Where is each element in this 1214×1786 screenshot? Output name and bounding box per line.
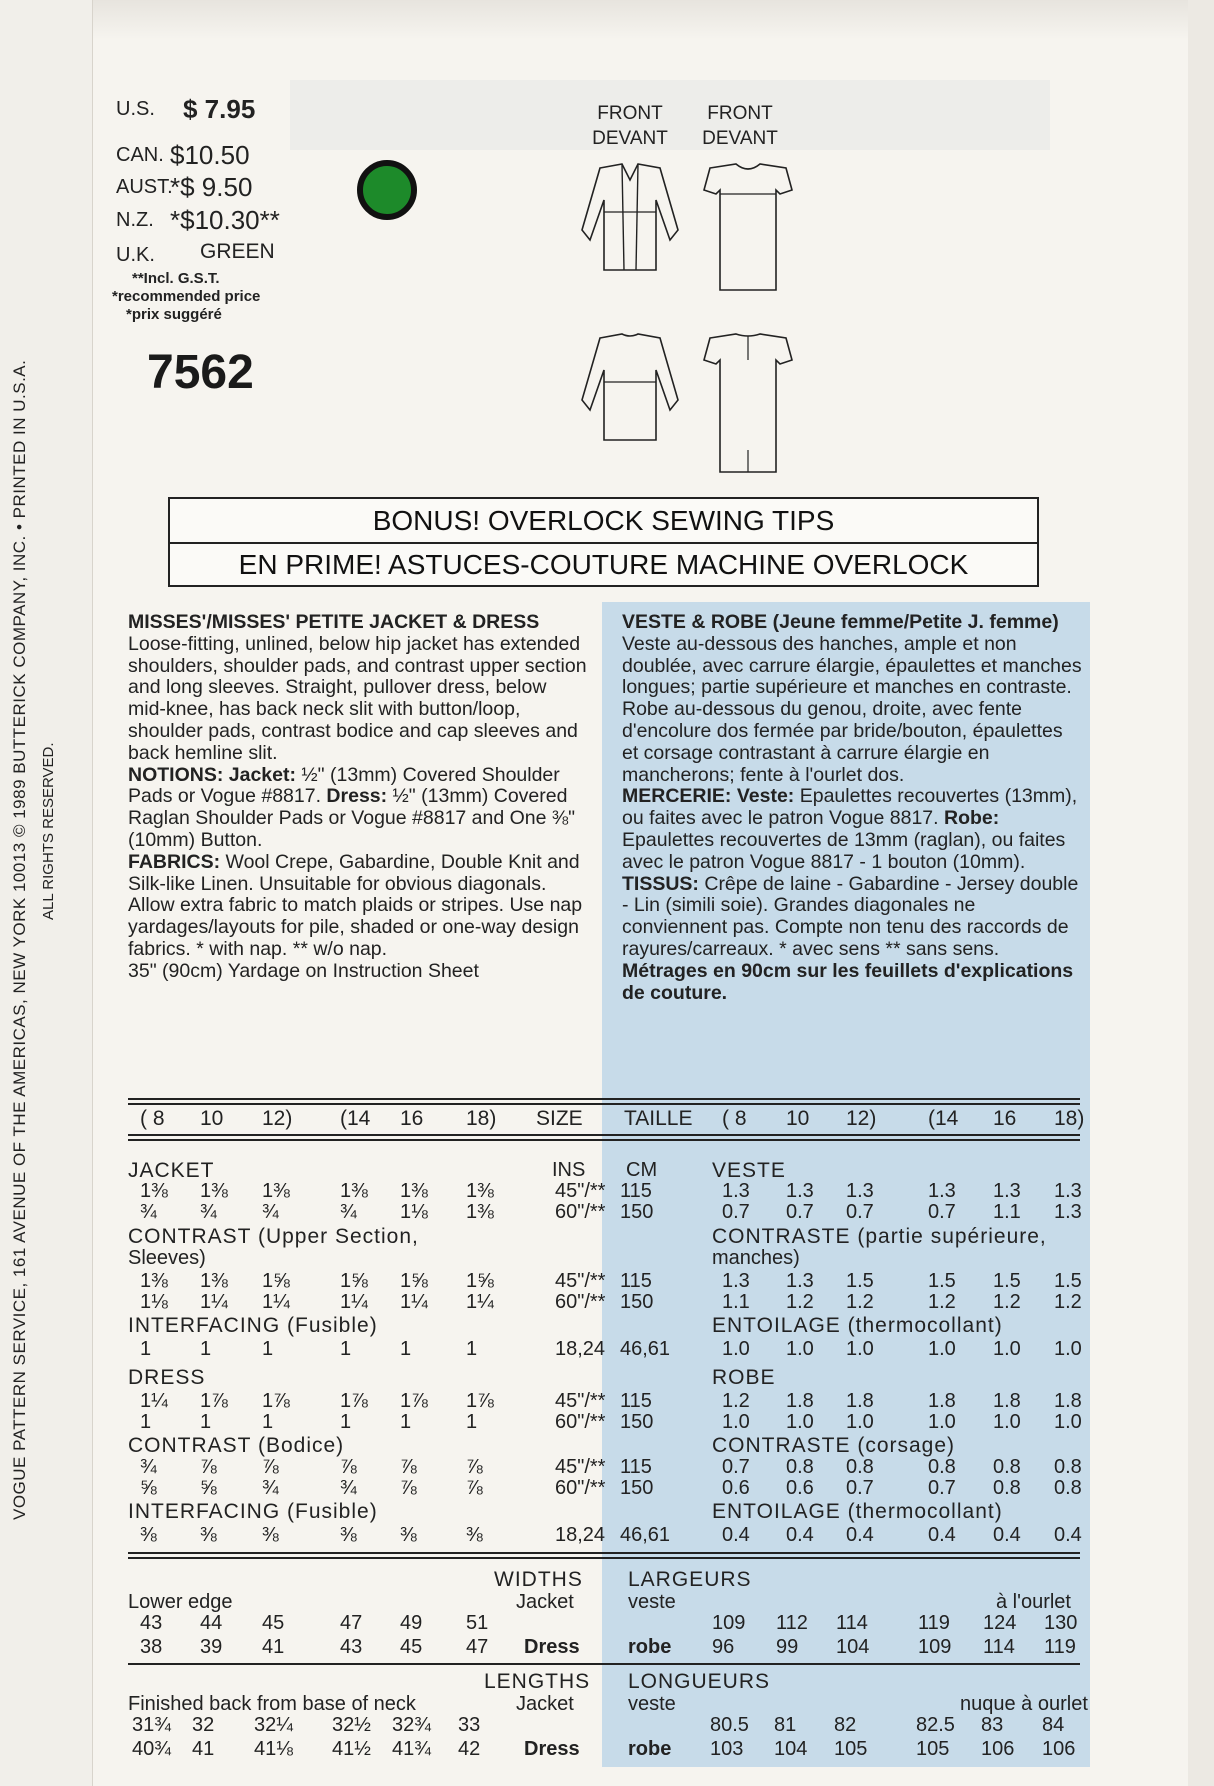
- yardage-metric: 1.2: [846, 1291, 874, 1313]
- yardage-note: 35" (90cm) Yardage on Instruction Sheet: [128, 959, 479, 982]
- price-label: CAN.: [116, 144, 164, 166]
- bonus-title-fr: EN PRIME! ASTUCES-COUTURE MACHINE OVERLOCK: [238, 549, 969, 580]
- yardage-us: 1: [466, 1411, 478, 1433]
- width-dress-cm: 109: [918, 1636, 952, 1658]
- price-label: N.Z.: [116, 209, 154, 231]
- yardage-us: ⅜: [262, 1524, 279, 1546]
- yardage-cm: 115: [620, 1390, 652, 1412]
- yardage-us: 1⅝: [262, 1270, 290, 1292]
- yardage-section-fr: ENTOILAGE (thermocollant): [712, 1314, 1003, 1337]
- yardage-metric: 1.3: [786, 1270, 814, 1292]
- yardage-section-fr: ROBE: [712, 1366, 776, 1389]
- yardage-cm: 150: [620, 1291, 654, 1313]
- yardage-us: ⅝: [140, 1477, 157, 1499]
- yardage-metric: 0.4: [993, 1524, 1021, 1546]
- yardage-us: 1⅜: [200, 1180, 228, 1202]
- yardage-section-en: INTERFACING (Fusible): [128, 1500, 378, 1523]
- length-dress-cm: 103: [710, 1738, 744, 1760]
- yardage-metric: 1.5: [928, 1270, 956, 1292]
- yardage-metric: 1.8: [786, 1390, 814, 1412]
- description-english: [128, 612, 588, 983]
- length-jacket-cm: 81: [774, 1714, 797, 1736]
- yardage-ins: 45"/**: [555, 1270, 606, 1292]
- yardage-cm: 150: [620, 1201, 654, 1223]
- length-dress-cm: 105: [834, 1738, 868, 1760]
- yardage-metric: 1.0: [1054, 1338, 1082, 1360]
- fabrics-text: Wool Crepe, Gabardine, Double Knit and Silk-like Linen. Unsuitable for obvious diagonals. Allow extra fabric to match plaids or stripes. Use nap yardages/layouts for pile, shaded or one-way design fabrics. * with nap. ** w/o nap.: [128, 850, 583, 960]
- description-body-en: Loose-fitting, unlined, below hip jacket has extended shoulders, shoulder pads, and contrast upper section and long sleeves. Straight, pullover dress, below mid-knee, has back neck slit with button/loop, shoulder pads, contrast bodice and cap sleeves and back hemline slit.: [128, 632, 587, 764]
- length-jacket-cm: 82.5: [916, 1714, 955, 1736]
- yardage-section-en: JACKET: [128, 1159, 215, 1182]
- length-jacket-cm: 80.5: [710, 1714, 749, 1736]
- green-dot-icon: [357, 160, 417, 220]
- widths-robe-label: robe: [628, 1636, 672, 1658]
- table-rule: [128, 1103, 1080, 1105]
- yardage-metric: 0.8: [846, 1456, 874, 1478]
- size-us: 10: [200, 1107, 224, 1130]
- yardage-metric: 0.8: [993, 1456, 1021, 1478]
- size-fr: 12): [846, 1107, 877, 1130]
- notions-dress-label: Dress:: [326, 785, 388, 808]
- yardage-us: 1: [400, 1411, 412, 1433]
- yardage-us: 1⅜: [262, 1180, 290, 1202]
- description-body-fr: Veste au-dessous des hanches, ample et non doublée, avec carrure élargie, épaulettes et manches longues; partie supérieure et manches en contraste. Robe au-dessous du genou, droite, avec fente d'encolure dos fermée par bride/bouton, épaulettes et corsage contrastant à carrure élargie en mancherons; fente à l'ourlet dos.: [622, 632, 1082, 786]
- length-jacket-us: 31¾: [132, 1714, 171, 1736]
- yardage-us: 1⅞: [262, 1390, 290, 1412]
- yardage-us: 1¼: [340, 1291, 368, 1313]
- lengths-dress-label: Dress: [524, 1738, 580, 1760]
- yardage-section-fr: ENTOILAGE (thermocollant): [712, 1500, 1003, 1523]
- width-jacket-cm: 109: [712, 1612, 746, 1634]
- envelope-flap: [0, 0, 1214, 40]
- yardage-metric: 1.0: [722, 1338, 750, 1360]
- spine-rights: ALL RIGHTS RESERVED.: [40, 742, 57, 920]
- yardage-ins-header: INS: [552, 1159, 586, 1181]
- length-jacket-us: 32½: [332, 1714, 371, 1736]
- yardage-us: 1: [200, 1411, 212, 1433]
- yardage-us: 1: [400, 1338, 412, 1360]
- yardage-us: 1: [340, 1338, 352, 1360]
- yardage-metric: 1.3: [928, 1180, 956, 1202]
- length-jacket-us: 32¾: [392, 1714, 431, 1736]
- lower-edge-label: Lower edge: [128, 1591, 233, 1613]
- bonus-banner: [168, 497, 1039, 587]
- width-dress-us: 43: [340, 1636, 363, 1658]
- yardage-section-fr-cont: manches): [712, 1247, 800, 1269]
- width-dress-cm: 96: [712, 1636, 735, 1658]
- yardage-metric: 0.8: [993, 1477, 1021, 1499]
- yardage-metric: 1.8: [846, 1390, 874, 1412]
- jacket-back-sketch: [570, 330, 690, 460]
- size-us: 18): [466, 1107, 497, 1130]
- yardage-us: 1⅜: [466, 1201, 494, 1223]
- yardage-metric: 0.7: [722, 1456, 750, 1478]
- yardage-us: 1: [262, 1411, 274, 1433]
- yardage-us: 1⅞: [200, 1390, 228, 1412]
- yardage-cm: 115: [620, 1180, 652, 1202]
- width-jacket-cm: 112: [776, 1612, 808, 1634]
- width-jacket-cm: 130: [1044, 1612, 1078, 1634]
- nuque-label: nuque à ourlet: [960, 1693, 1088, 1715]
- view-label-dress-front: FRONT DEVANT: [702, 103, 778, 149]
- yardage-metric: 1.0: [1054, 1411, 1082, 1433]
- yardage-metric: 1.0: [786, 1338, 814, 1360]
- metrages-note: Métrages en 90cm sur les feuillets d'explications de couture.: [622, 959, 1074, 1004]
- yardage-us: 1⅜: [200, 1270, 228, 1292]
- mercerie-veste-label: Veste:: [736, 785, 795, 808]
- yardage-metric: 1.3: [993, 1180, 1021, 1202]
- yardage-ins: 18,24: [555, 1338, 606, 1360]
- width-jacket-cm: 119: [918, 1612, 950, 1634]
- yardage-ins: 45"/**: [555, 1456, 606, 1478]
- yardage-cm: 115: [620, 1270, 652, 1292]
- view-label-jacket-front: FRONT DEVANT: [592, 103, 668, 149]
- yardage-metric: 1.3: [846, 1180, 874, 1202]
- price-note-suggere: *prix suggéré: [126, 306, 222, 323]
- yardage-us: 1⅜: [140, 1270, 168, 1292]
- taille-label: TAILLE: [624, 1107, 693, 1130]
- yardage-metric: 1.0: [786, 1411, 814, 1433]
- length-dress-us: 41⅛: [254, 1738, 293, 1760]
- yardage-us: 1¼: [262, 1291, 290, 1313]
- mercerie-robe-label: Robe:: [944, 807, 1000, 830]
- yardage-us: 1: [466, 1338, 478, 1360]
- width-jacket-cm: 124: [983, 1612, 1017, 1634]
- yardage-section-fr: CONTRASTE (partie supérieure,: [712, 1225, 1047, 1248]
- size-fr: (14: [928, 1107, 959, 1130]
- width-dress-us: 47: [466, 1636, 489, 1658]
- width-jacket-us: 51: [466, 1612, 489, 1634]
- table-rule: [128, 1139, 1080, 1141]
- longueurs-title: LONGUEURS: [628, 1670, 771, 1693]
- yardage-metric: 1.8: [928, 1390, 956, 1412]
- length-dress-us: 42: [458, 1738, 481, 1760]
- notions-label: NOTIONS:: [128, 763, 224, 786]
- yardage-us: ⅜: [140, 1524, 157, 1546]
- length-jacket-cm: 83: [981, 1714, 1004, 1736]
- lengths-veste-label: veste: [628, 1693, 676, 1715]
- yardage-metric: 0.8: [1054, 1477, 1082, 1499]
- yardage-ins: 60"/**: [555, 1477, 606, 1499]
- yardage-metric: 0.8: [928, 1456, 956, 1478]
- price-note-recommended: *recommended price: [112, 288, 261, 305]
- yardage-metric: 1.3: [722, 1180, 750, 1202]
- width-dress-us: 39: [200, 1636, 223, 1658]
- yardage-metric: 1.3: [1054, 1180, 1082, 1202]
- size-us: 12): [262, 1107, 293, 1130]
- yardage-us: 1⅜: [140, 1180, 168, 1202]
- style-number: 7562: [147, 346, 254, 399]
- yardage-metric: 0.4: [1054, 1524, 1082, 1546]
- yardage-cm: 150: [620, 1411, 654, 1433]
- yardage-us: 1: [140, 1338, 152, 1360]
- yardage-metric: 1.1: [993, 1201, 1021, 1223]
- yardage-metric: 1.2: [928, 1291, 956, 1313]
- yardage-us: 1⅝: [340, 1270, 368, 1292]
- yardage-metric: 1.0: [993, 1338, 1021, 1360]
- yardage-section-en: CONTRAST (Upper Section,: [128, 1225, 419, 1248]
- yardage-us: ⅞: [466, 1456, 483, 1478]
- yardage-us: 1: [340, 1411, 352, 1433]
- length-dress-cm: 106: [1042, 1738, 1076, 1760]
- table-rule: [128, 1098, 1080, 1100]
- price-value: *$ 9.50: [170, 172, 253, 202]
- size-us: 16: [400, 1107, 424, 1130]
- yardage-ins: 60"/**: [555, 1411, 606, 1433]
- yardage-metric: 1.0: [993, 1411, 1021, 1433]
- lengths-title: LENGTHS: [484, 1670, 591, 1693]
- yardage-us: ⅞: [466, 1477, 483, 1499]
- fabrics-label: FABRICS:: [128, 850, 221, 873]
- width-dress-cm: 99: [776, 1636, 799, 1658]
- yardage-metric: 0.7: [722, 1201, 750, 1223]
- yardage-us: 1⅞: [400, 1390, 428, 1412]
- yardage-metric: 1.5: [846, 1270, 874, 1292]
- yardage-us: 1⅜: [340, 1180, 368, 1202]
- yardage-us: 1⅝: [400, 1270, 428, 1292]
- yardage-us: 1⅛: [140, 1291, 168, 1313]
- yardage-metric: 1.8: [993, 1390, 1021, 1412]
- widths-dress-label: Dress: [524, 1636, 580, 1658]
- length-jacket-cm: 82: [834, 1714, 857, 1736]
- envelope-right-edge: [1188, 0, 1214, 1786]
- notions-jacket: ½" (13mm) Covered Shoulder Pads or Vogue #8817.: [128, 763, 560, 808]
- width-jacket-us: 49: [400, 1612, 423, 1634]
- length-jacket-us: 32: [192, 1714, 215, 1736]
- yardage-metric: 1.8: [1054, 1390, 1082, 1412]
- yardage-metric: 1.0: [846, 1338, 874, 1360]
- yardage-metric: 1.3: [786, 1180, 814, 1202]
- yardage-metric: 1.0: [928, 1411, 956, 1433]
- width-jacket-us: 43: [140, 1612, 163, 1634]
- yardage-ins: 18,24: [555, 1524, 606, 1546]
- yardage-section-fr: CONTRASTE (corsage): [712, 1434, 956, 1457]
- yardage-metric: 1.2: [786, 1291, 814, 1313]
- table-rule: [128, 1134, 1080, 1136]
- yardage-section-fr: VESTE: [712, 1159, 786, 1182]
- price-note-gst: **Incl. G.S.T.: [132, 270, 220, 287]
- width-dress-cm: 104: [836, 1636, 870, 1658]
- notions-jacket-label: Jacket:: [228, 763, 296, 786]
- finished-back-label: Finished back from base of neck: [128, 1693, 416, 1715]
- yardage-us: ¾: [140, 1456, 157, 1478]
- yardage-metric: 0.7: [846, 1201, 874, 1223]
- mercerie-robe: Epaulettes recouvertes de 13mm (raglan), ou faites avec le patron Vogue 8817 - 1 bouton (10mm).: [622, 828, 1066, 873]
- yardage-us: ⅞: [340, 1456, 357, 1478]
- description-french: [622, 612, 1084, 1004]
- table-rule: [128, 1557, 1080, 1559]
- yardage-us: 1⅞: [466, 1390, 494, 1412]
- yardage-us: 1⅜: [466, 1180, 494, 1202]
- yardage-section-en: CONTRAST (Bodice): [128, 1434, 345, 1457]
- yardage-metric: 1.2: [993, 1291, 1021, 1313]
- yardage-us: ⅝: [200, 1477, 217, 1499]
- price-label: U.S.: [116, 98, 155, 120]
- size-fr: 18): [1054, 1107, 1085, 1130]
- length-jacket-us: 32¼: [254, 1714, 293, 1736]
- yardage-us: ⅞: [400, 1477, 417, 1499]
- yardage-metric: 0.7: [846, 1477, 874, 1499]
- size-fr: 10: [786, 1107, 810, 1130]
- size-us: ( 8: [140, 1107, 165, 1130]
- length-jacket-us: 33: [458, 1714, 481, 1736]
- yardage-metric: 0.7: [786, 1201, 814, 1223]
- spine-address: VOGUE PATTERN SERVICE, 161 AVENUE OF THE AMERICAS, NEW YORK 10013 © 1989 BUTTERICK COMPANY, INC. • PRINTED IN U.S.A.: [10, 359, 29, 1520]
- yardage-metric: 1.2: [1054, 1291, 1082, 1313]
- yardage-us: ¾: [340, 1201, 357, 1223]
- description-title-fr: VESTE & ROBE (Jeune femme/Petite J. femme): [622, 611, 1059, 633]
- price-value: *$10.30**: [170, 205, 280, 235]
- length-dress-us: 41½: [332, 1738, 371, 1760]
- price-notes: [112, 270, 260, 324]
- dress-back-sketch: [688, 330, 808, 480]
- yardage-metric: 1.0: [722, 1411, 750, 1433]
- table-rule: [128, 1663, 1080, 1665]
- notions-dress: ½" (13mm) Covered Raglan Shoulder Pads or Vogue #8817 and One ⅜" (10mm) Button.: [128, 785, 576, 851]
- yardage-cm: 46,61: [620, 1524, 671, 1546]
- size-fr: ( 8: [722, 1107, 747, 1130]
- yardage-us: ⅞: [400, 1456, 417, 1478]
- yardage-metric: 0.4: [722, 1524, 750, 1546]
- yardage-metric: 0.6: [722, 1477, 750, 1499]
- price-value: $10.50: [170, 140, 250, 170]
- yardage-us: 1⅛: [400, 1201, 428, 1223]
- yardage-us: ¾: [340, 1477, 357, 1499]
- yardage-cm-header: CM: [626, 1159, 658, 1181]
- yardage-metric: 1.0: [928, 1338, 956, 1360]
- yardage-us: ⅞: [200, 1456, 217, 1478]
- yardage-us: 1¼: [140, 1390, 168, 1412]
- yardage-section-en-cont: Sleeves): [128, 1247, 206, 1269]
- jacket-front-sketch: [570, 160, 690, 300]
- lengths-jacket-label: Jacket: [516, 1693, 574, 1715]
- yardage-us: ⅜: [200, 1524, 217, 1546]
- largeurs-title: LARGEURS: [628, 1568, 752, 1591]
- yardage-us: ¾: [262, 1201, 279, 1223]
- yardage-section-en: INTERFACING (Fusible): [128, 1314, 378, 1337]
- yardage-metric: 1.0: [846, 1411, 874, 1433]
- width-dress-us: 45: [400, 1636, 423, 1658]
- mercerie-label: MERCERIE:: [622, 785, 732, 808]
- lengths-robe-label: robe: [628, 1738, 672, 1760]
- size-fr: 16: [993, 1107, 1017, 1130]
- table-rule: [128, 1552, 1080, 1554]
- size-us: (14: [340, 1107, 371, 1130]
- yardage-us: 1: [140, 1411, 152, 1433]
- dress-front-sketch: [688, 160, 808, 300]
- width-dress-us: 38: [140, 1636, 163, 1658]
- yardage-cm: 46,61: [620, 1338, 671, 1360]
- yardage-metric: 0.7: [928, 1477, 956, 1499]
- bonus-divider: [170, 542, 1037, 544]
- tissus-label: TISSUS:: [622, 872, 699, 895]
- yardage-cm: 150: [620, 1477, 654, 1499]
- yardage-us: 1¼: [466, 1291, 494, 1313]
- yardage-us: ⅜: [400, 1524, 417, 1546]
- length-dress-us: 40¾: [132, 1738, 171, 1760]
- length-dress-cm: 105: [916, 1738, 950, 1760]
- width-dress-cm: 119: [1044, 1636, 1076, 1658]
- price-label: U.K.: [116, 244, 155, 266]
- yardage-us: 1¼: [200, 1291, 228, 1313]
- widths-title: WIDTHS: [494, 1568, 583, 1591]
- price-value: $ 7.95: [183, 94, 256, 124]
- yardage-metric: 1.3: [722, 1270, 750, 1292]
- yardage-cm: 115: [620, 1456, 652, 1478]
- yardage-metric: 1.5: [1054, 1270, 1082, 1292]
- yardage-ins: 60"/**: [555, 1291, 606, 1313]
- yardage-us: ⅜: [466, 1524, 483, 1546]
- width-jacket-us: 45: [262, 1612, 285, 1634]
- width-dress-cm: 114: [983, 1636, 1015, 1658]
- yardage-section-en: DRESS: [128, 1366, 206, 1389]
- yardage-us: 1: [262, 1338, 274, 1360]
- yardage-metric: 0.4: [786, 1524, 814, 1546]
- yardage-us: 1⅝: [466, 1270, 494, 1292]
- yardage-metric: 1.2: [722, 1390, 750, 1412]
- bonus-title-en: BONUS! OVERLOCK SEWING TIPS: [372, 505, 835, 536]
- length-dress-us: 41: [192, 1738, 215, 1760]
- size-label: SIZE: [536, 1107, 583, 1130]
- description-title-en: MISSES'/MISSES' PETITE JACKET & DRESS: [128, 611, 540, 633]
- yardage-metric: 1.3: [1054, 1201, 1082, 1223]
- yardage-metric: 1.5: [993, 1270, 1021, 1292]
- yardage-us: 1⅞: [340, 1390, 368, 1412]
- widths-veste-label: veste: [628, 1591, 676, 1613]
- length-dress-us: 41¾: [392, 1738, 431, 1760]
- width-dress-us: 41: [262, 1636, 285, 1658]
- yardage-metric: 0.8: [786, 1456, 814, 1478]
- yardage-us: 1: [200, 1338, 212, 1360]
- yardage-us: ¾: [262, 1477, 279, 1499]
- price-value: GREEN: [200, 240, 275, 263]
- yardage-metric: 0.4: [928, 1524, 956, 1546]
- yardage-metric: 0.7: [928, 1201, 956, 1223]
- price-label: AUST.: [116, 176, 173, 198]
- yardage-us: ¾: [200, 1201, 217, 1223]
- tissus-text: Crêpe de laine - Gabardine - Jersey double - Lin (simili soie). Grandes diagonales ne conviennent pas. Compte non tenu des raccords de rayures/carreaux. * avec sens ** sans sens.: [622, 872, 1079, 960]
- width-jacket-us: 44: [200, 1612, 223, 1634]
- yardage-metric: 1.1: [722, 1291, 750, 1313]
- length-jacket-cm: 84: [1042, 1714, 1065, 1736]
- yardage-us: 1¼: [400, 1291, 428, 1313]
- width-jacket-cm: 114: [836, 1612, 868, 1634]
- spine-imprint: [10, 270, 80, 1520]
- length-dress-cm: 104: [774, 1738, 808, 1760]
- yardage-us: 1⅜: [400, 1180, 428, 1202]
- yardage-ins: 60"/**: [555, 1201, 606, 1223]
- yardage-us: ⅜: [340, 1524, 357, 1546]
- a-lourlet-label: à l'ourlet: [996, 1591, 1071, 1613]
- widths-jacket-label: Jacket: [516, 1591, 574, 1613]
- yardage-metric: 0.4: [846, 1524, 874, 1546]
- yardage-ins: 45"/**: [555, 1180, 606, 1202]
- width-jacket-us: 47: [340, 1612, 363, 1634]
- yardage-ins: 45"/**: [555, 1390, 606, 1412]
- yardage-metric: 0.6: [786, 1477, 814, 1499]
- yardage-metric: 0.8: [1054, 1456, 1082, 1478]
- yardage-us: ¾: [140, 1201, 157, 1223]
- mercerie-veste: Epaulettes recouvertes (13mm), ou faites avec le patron Vogue 8817.: [622, 785, 1078, 830]
- length-dress-cm: 106: [981, 1738, 1015, 1760]
- yardage-us: ⅞: [262, 1456, 279, 1478]
